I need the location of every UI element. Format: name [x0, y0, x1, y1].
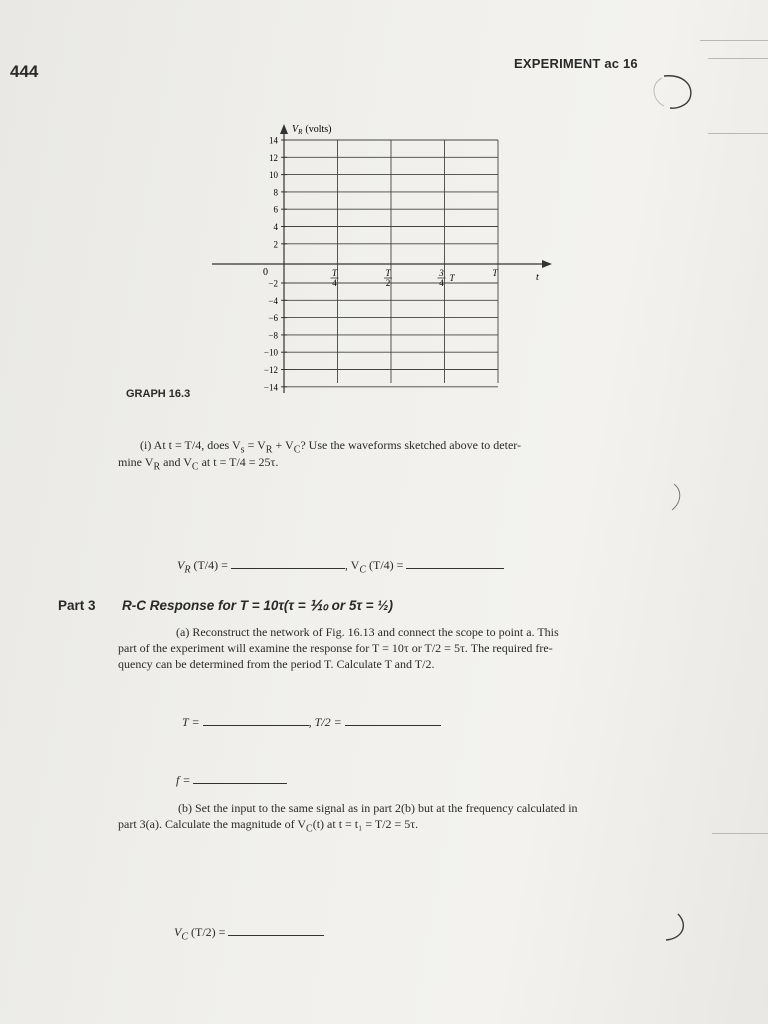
y-tick-label: −14 [263, 382, 278, 393]
part-3a-line3: quency can be determined from the period T. Calculate T and T/2. [118, 657, 435, 671]
vc-t2-answer-line: $V_C$ (T/2) = [174, 924, 324, 945]
t2-answer-blank[interactable] [345, 724, 441, 726]
running-title: EXPERIMENT ac 16 [514, 56, 638, 71]
svg-text:T: T [331, 268, 338, 278]
t-answer-line: T = , T/2 = [182, 714, 441, 731]
vc-t2-answer-blank[interactable] [228, 934, 324, 936]
vr-answer-blank[interactable] [231, 567, 345, 569]
graph-label: GRAPH 16.3 [126, 388, 191, 400]
vc-answer-blank[interactable] [406, 567, 504, 569]
y-tick-label: 14 [269, 135, 278, 146]
part-3-label: Part 3 [58, 598, 96, 613]
zero-label: 0 [263, 267, 268, 278]
y-tick-label: −4 [268, 295, 278, 306]
y-tick-label: 12 [269, 152, 278, 163]
part-3b-line1: (b) Set the input to the same signal as in part 2(b) but at the frequency calculated in [178, 801, 578, 815]
y-tick-label: −12 [263, 365, 278, 375]
y-axis-label: $V_R$ (volts) [292, 124, 332, 136]
t-answer-blank[interactable] [203, 724, 309, 726]
y-tick-label: 6 [273, 204, 278, 215]
f-answer-line: f = [176, 772, 287, 789]
graph-16-3 [200, 118, 560, 403]
svg-text:T: T [385, 268, 391, 278]
svg-text:T: T [449, 273, 455, 283]
part-3b-line2: part 3(a). Calculate the magnitude of $V_C(t)$ at t = t₁ = T/2 = 5τ. [118, 817, 419, 835]
answer-line-vr-vc: $V_R$ (T/4) = , $V_C$ (T/4) = [177, 557, 504, 578]
question-i: (i) At t = T/4, does $V_s = V_R + V_C$? Use the waveforms sketched above to deter- [140, 438, 522, 456]
page-edge-line [712, 833, 768, 834]
x-axis-arrow-icon [542, 260, 552, 268]
svg-text:4: 4 [332, 278, 337, 288]
svg-text:3: 3 [439, 268, 444, 278]
x-axis-label: t [536, 272, 539, 283]
y-tick-label: −10 [263, 347, 278, 358]
y-tick-label: 10 [269, 170, 278, 181]
page-edge-line [700, 40, 768, 41]
y-tick-label: 8 [273, 187, 278, 198]
y-axis-arrow-icon [280, 124, 288, 134]
y-tick-label: −8 [268, 330, 278, 341]
graph-x-ticks [331, 268, 499, 288]
svg-text:4: 4 [439, 278, 444, 288]
part-3a-line1: (a) Reconstruct the network of Fig. 16.13 and connect the scope to point a. This [176, 625, 559, 639]
y-tick-label: 4 [273, 222, 278, 232]
svg-text:T: T [492, 268, 498, 278]
y-tick-label: 2 [273, 239, 278, 250]
y-tick-label: −2 [268, 278, 278, 289]
binder-hole-icon [660, 480, 690, 514]
question-i-continued: mine $V_R$ and $V_C$ at t = T/4 = 25τ. [118, 455, 279, 473]
x-tick-label [438, 268, 456, 288]
f-answer-blank[interactable] [193, 782, 287, 784]
y-tick-label: −6 [268, 313, 278, 324]
svg-text:2: 2 [385, 278, 391, 288]
binder-hole-icon [640, 72, 700, 112]
binder-hole-icon [652, 910, 692, 946]
part-3a-line2: part of the experiment will examine the response for T = 10τ or T/2 = 5τ. The required fre- [118, 641, 553, 655]
page-number: 444 [10, 62, 39, 81]
part-3-title: R-C Response for T = 10τ(τ = ⅒ or 5τ = ½) [122, 598, 393, 613]
page-edge-line [708, 133, 768, 134]
page-edge-line [708, 58, 768, 59]
